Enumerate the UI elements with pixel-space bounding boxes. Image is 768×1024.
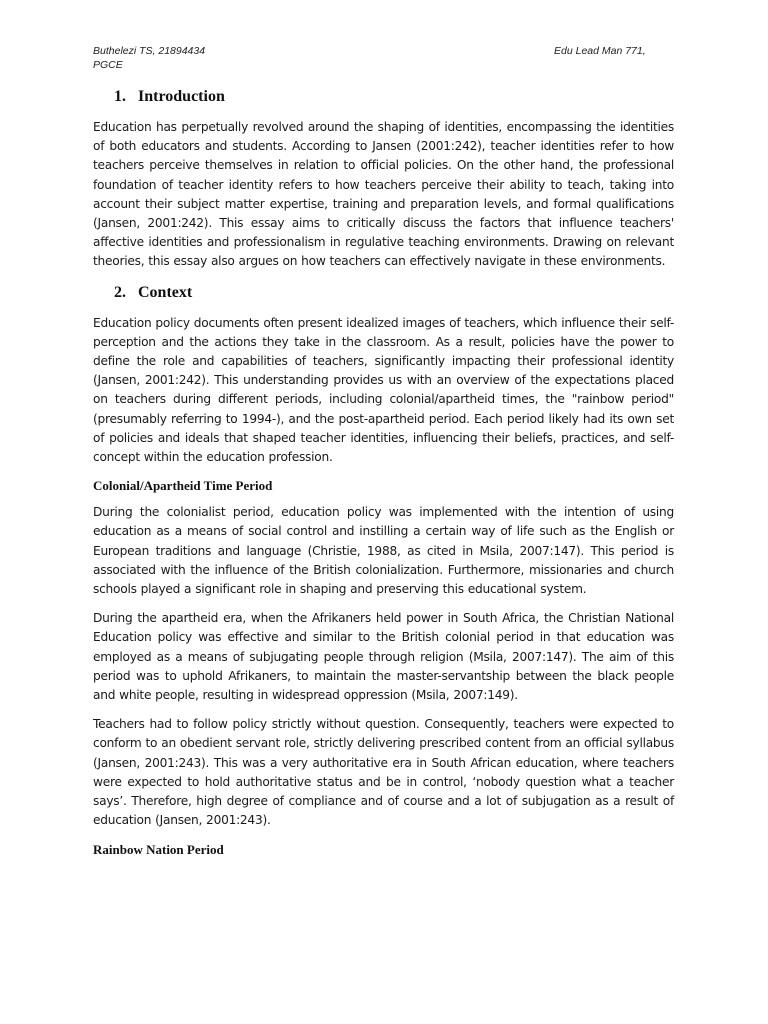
subheading-colonial-apartheid: Colonial/Apartheid Time Period bbox=[93, 478, 273, 494]
header-course: Edu Lead Man 771, bbox=[554, 45, 646, 57]
colonial-paragraph-1: During the colonialist period, education policy was implemented with the intention of using education as a means of social control and instilling a certain way of life such as the English or European traditions and language (Christie, 1988, as cited in Msila, 2007:147). This period is associated with the influence of the British colonialization. Furthermore, missionaries and church schools played a significant role in shaping and preserving this educational system. bbox=[93, 505, 674, 597]
header-program: PGCE bbox=[93, 59, 123, 71]
context-paragraph: Education policy documents often present idealized images of teachers, which influence their self-perception and the actions they take in the classroom. As a result, policies have the power to define the role and capabilities of teachers, significantly impacting their professional identity (Jansen, 2001:242). This understanding provides us with an overview of the expectations placed on teachers during different periods, including colonial/apartheid times, the "rainbow period" (presumably referring to 1994-), and the post-apartheid period. Each period likely had its own set of policies and ideals that shaped teacher identities, influencing their beliefs, practices, and self-concept within the education profession. bbox=[93, 315, 674, 465]
introduction-paragraph: Education has perpetually revolved around the shaping of identities, encompassing the identities of both educators and students. According to Jansen (2001:242), teacher identities refer to how teachers perceive themselves in relation to official policies. On the other hand, the professional foundation of teacher identity refers to how teachers perceive their ability to teach, taking into account their subject matter expertise, training and preparation levels, and formal qualifications (Jansen, 2001:242). This essay aims to critically discuss the factors that influence teachers' affective identities and professionalism in regulative teaching environments. Drawing on relevant theories, this essay also argues on how teachers can effectively navigate in these environments. bbox=[93, 120, 674, 269]
section-title: Context bbox=[138, 283, 193, 301]
header-author bbox=[93, 44, 205, 72]
section-number: 2. bbox=[114, 283, 126, 301]
section-title: Introduction bbox=[138, 88, 225, 105]
section-number: 1. bbox=[114, 88, 126, 105]
colonial-paragraph-3: Teachers had to follow policy strictly without question. Consequently, teachers were expected to conform to an obedient servant role, strictly delivering prescribed content from an official syllabus (Jansen, 2001:243). This was a very authoritative era in South African education, where teachers were expected to hold authoritative status and be in control, ‘nobody question what a teacher says’. Therefore, high degree of compliance and of course and a lot of subjugation as a result of education (Jansen, 2001:243). bbox=[93, 717, 674, 828]
header-author-name: Buthelezi TS, 21894434 bbox=[93, 45, 206, 57]
document-body bbox=[93, 86, 674, 867]
subheading-rainbow-nation: Rainbow Nation Period bbox=[93, 841, 224, 857]
colonial-paragraph-2: During the apartheid era, when the Afrikaners held power in South Africa, the Christian National Education policy was effective and similar to the British colonial period in that education was employed as a means of subjugating people through religion (Msila, 2007:147). The aim of this period was to uphold Afrikaners, to maintain the master-servantship between the black people and white people, resulting in widespread oppression (Msila, 2007:149). bbox=[93, 611, 674, 703]
section-heading-context bbox=[114, 282, 674, 304]
section-heading-introduction bbox=[114, 86, 674, 108]
